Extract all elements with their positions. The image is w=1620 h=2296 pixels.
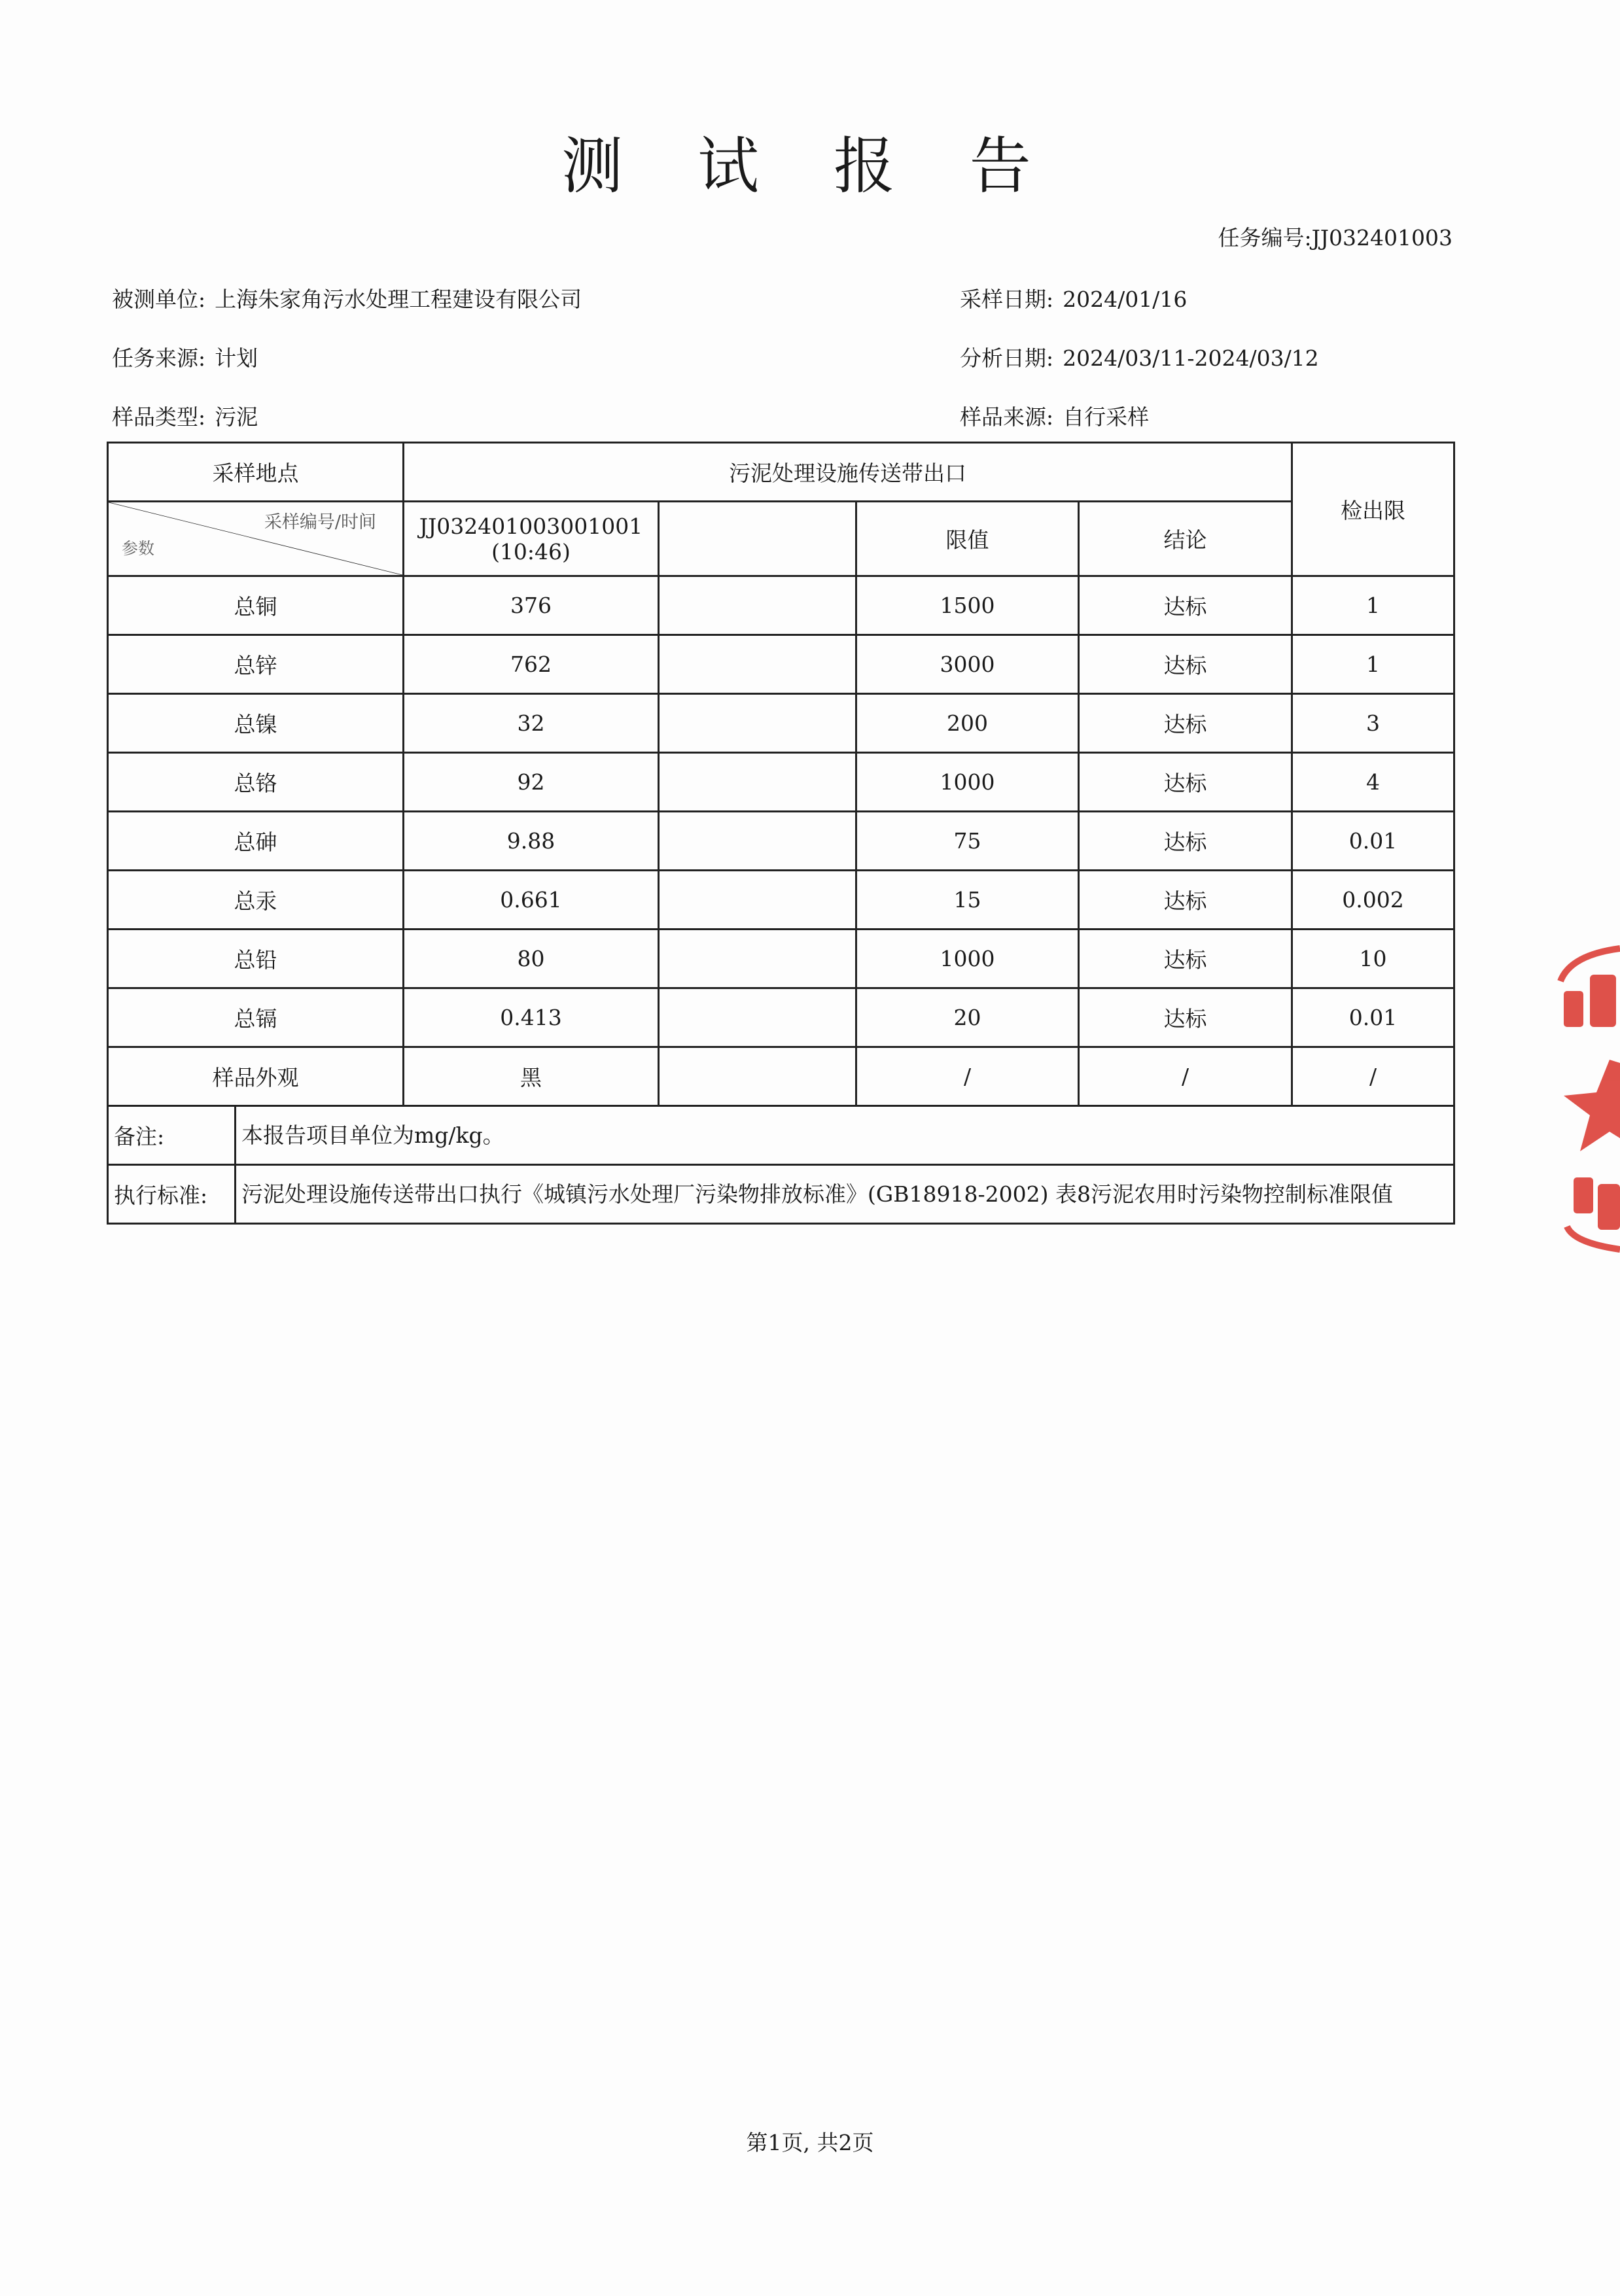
- empty-cell: [659, 694, 856, 753]
- task-source-label: 任务来源:: [112, 345, 206, 371]
- tested-unit-value: 上海朱家角污水处理工程建设有限公司: [215, 287, 582, 312]
- table-row: [108, 871, 1454, 930]
- column-header-row: [108, 502, 1454, 576]
- empty-cell: [659, 576, 856, 635]
- sample-id-header: [404, 502, 659, 576]
- detection-limit-cell: /: [1292, 1047, 1454, 1106]
- table-row: [108, 1047, 1454, 1106]
- detection-limit-cell: 0.01: [1292, 988, 1454, 1047]
- limit-cell: 200: [856, 694, 1079, 753]
- param-cell: 总镉: [108, 988, 404, 1047]
- detection-limit-cell: 0.002: [1292, 871, 1454, 930]
- official-stamp-image: [1544, 935, 1620, 1262]
- table-row: [108, 753, 1454, 812]
- limit-cell: 15: [856, 871, 1079, 930]
- sampling-date: [960, 283, 1187, 313]
- remark-value: 本报告项目单位为mg/kg。: [236, 1106, 1454, 1165]
- table-row: [108, 694, 1454, 753]
- param-cell: 总镍: [108, 694, 404, 753]
- value-cell: 32: [404, 694, 659, 753]
- limit-cell: 75: [856, 812, 1079, 871]
- table-row: [108, 812, 1454, 871]
- conclusion-header: 结论: [1079, 502, 1292, 576]
- limit-cell: /: [856, 1047, 1079, 1106]
- conclusion-cell: 达标: [1079, 988, 1292, 1047]
- empty-cell: [659, 988, 856, 1047]
- diag-top-label: 采样编号/时间: [264, 512, 376, 532]
- analysis-date: [960, 341, 1319, 372]
- site-row: [108, 443, 1454, 502]
- tested-unit: [112, 283, 582, 313]
- task-number: 任务编号:JJ032401003: [1218, 225, 1453, 251]
- conclusion-cell: 达标: [1079, 694, 1292, 753]
- limit-cell: 1000: [856, 930, 1079, 988]
- detection-limit-cell: 0.01: [1292, 812, 1454, 871]
- table-row: [108, 930, 1454, 988]
- detection-limit-cell: 1: [1292, 635, 1454, 694]
- param-cell: 总铬: [108, 753, 404, 812]
- analysis-date-label: 分析日期:: [960, 345, 1054, 371]
- empty-header-cell: [659, 502, 856, 576]
- empty-cell: [659, 930, 856, 988]
- limit-cell: 1500: [856, 576, 1079, 635]
- sampling-date-value: 2024/01/16: [1063, 287, 1188, 312]
- table-row: [108, 576, 1454, 635]
- report-title: 测 试 报 告: [561, 131, 1059, 202]
- standard-label: 执行标准:: [108, 1165, 236, 1224]
- empty-cell: [659, 635, 856, 694]
- remark-label: 备注:: [108, 1106, 236, 1165]
- value-cell: 0.413: [404, 988, 659, 1047]
- value-cell: 0.661: [404, 871, 659, 930]
- task-source: [112, 341, 258, 372]
- tested-unit-label: 被测单位:: [112, 287, 206, 312]
- limit-header: 限值: [856, 502, 1079, 576]
- empty-cell: [659, 812, 856, 871]
- sample-type-value: 污泥: [215, 404, 258, 430]
- sample-source-value: 自行采样: [1063, 404, 1150, 430]
- empty-cell: [659, 871, 856, 930]
- value-cell: 376: [404, 576, 659, 635]
- sample-type-label: 样品类型:: [112, 404, 206, 430]
- conclusion-cell: 达标: [1079, 635, 1292, 694]
- site-value: 污泥处理设施传送带出口: [404, 443, 1292, 502]
- sample-time: (10:46): [491, 538, 571, 565]
- detection-limit-cell: 3: [1292, 694, 1454, 753]
- value-cell: 762: [404, 635, 659, 694]
- param-cell: 总砷: [108, 812, 404, 871]
- param-cell: 总铜: [108, 576, 404, 635]
- empty-cell: [659, 1047, 856, 1106]
- detection-limit-cell: 1: [1292, 576, 1454, 635]
- page-footer: 第1页, 共2页: [746, 2130, 874, 2155]
- sampling-date-label: 采样日期:: [960, 287, 1054, 312]
- remark-row: [108, 1106, 1454, 1165]
- sample-source: [960, 400, 1149, 431]
- sample-id: JJ032401003001001: [419, 513, 643, 539]
- conclusion-cell: 达标: [1079, 576, 1292, 635]
- empty-cell: [659, 753, 856, 812]
- standard-row: [108, 1165, 1454, 1224]
- conclusion-cell: 达标: [1079, 812, 1292, 871]
- value-cell: 黑: [404, 1047, 659, 1106]
- notes-body: [108, 1106, 1454, 1224]
- sample-type: [112, 400, 258, 431]
- task-source-value: 计划: [215, 345, 258, 371]
- limit-cell: 1000: [856, 753, 1079, 812]
- value-cell: 9.88: [404, 812, 659, 871]
- param-cell: 总汞: [108, 871, 404, 930]
- analysis-date-value: 2024/03/11-2024/03/12: [1063, 345, 1319, 371]
- conclusion-cell: 达标: [1079, 930, 1292, 988]
- table-row: [108, 635, 1454, 694]
- table-row: [108, 988, 1454, 1047]
- standard-value: 污泥处理设施传送带出口执行《城镇污水处理厂污染物排放标准》(GB18918-2002) 表8污泥农用时污染物控制标准限值: [236, 1165, 1454, 1224]
- detection-limit-cell: 4: [1292, 753, 1454, 812]
- detection-limit-header: 检出限: [1292, 443, 1454, 576]
- conclusion-cell: 达标: [1079, 753, 1292, 812]
- limit-cell: 3000: [856, 635, 1079, 694]
- conclusion-cell: 达标: [1079, 871, 1292, 930]
- limit-cell: 20: [856, 988, 1079, 1047]
- param-cell: 总铅: [108, 930, 404, 988]
- param-cell: 样品外观: [108, 1047, 404, 1106]
- sample-source-label: 样品来源:: [960, 404, 1054, 430]
- value-cell: 92: [404, 753, 659, 812]
- site-label: 采样地点: [108, 443, 404, 502]
- value-cell: 80: [404, 930, 659, 988]
- results-table: [107, 442, 1455, 1225]
- param-cell: 总锌: [108, 635, 404, 694]
- conclusion-cell: /: [1079, 1047, 1292, 1106]
- diagonal-header-cell: [108, 502, 404, 576]
- detection-limit-cell: 10: [1292, 930, 1454, 988]
- diag-bottom-label: 参数: [122, 539, 155, 558]
